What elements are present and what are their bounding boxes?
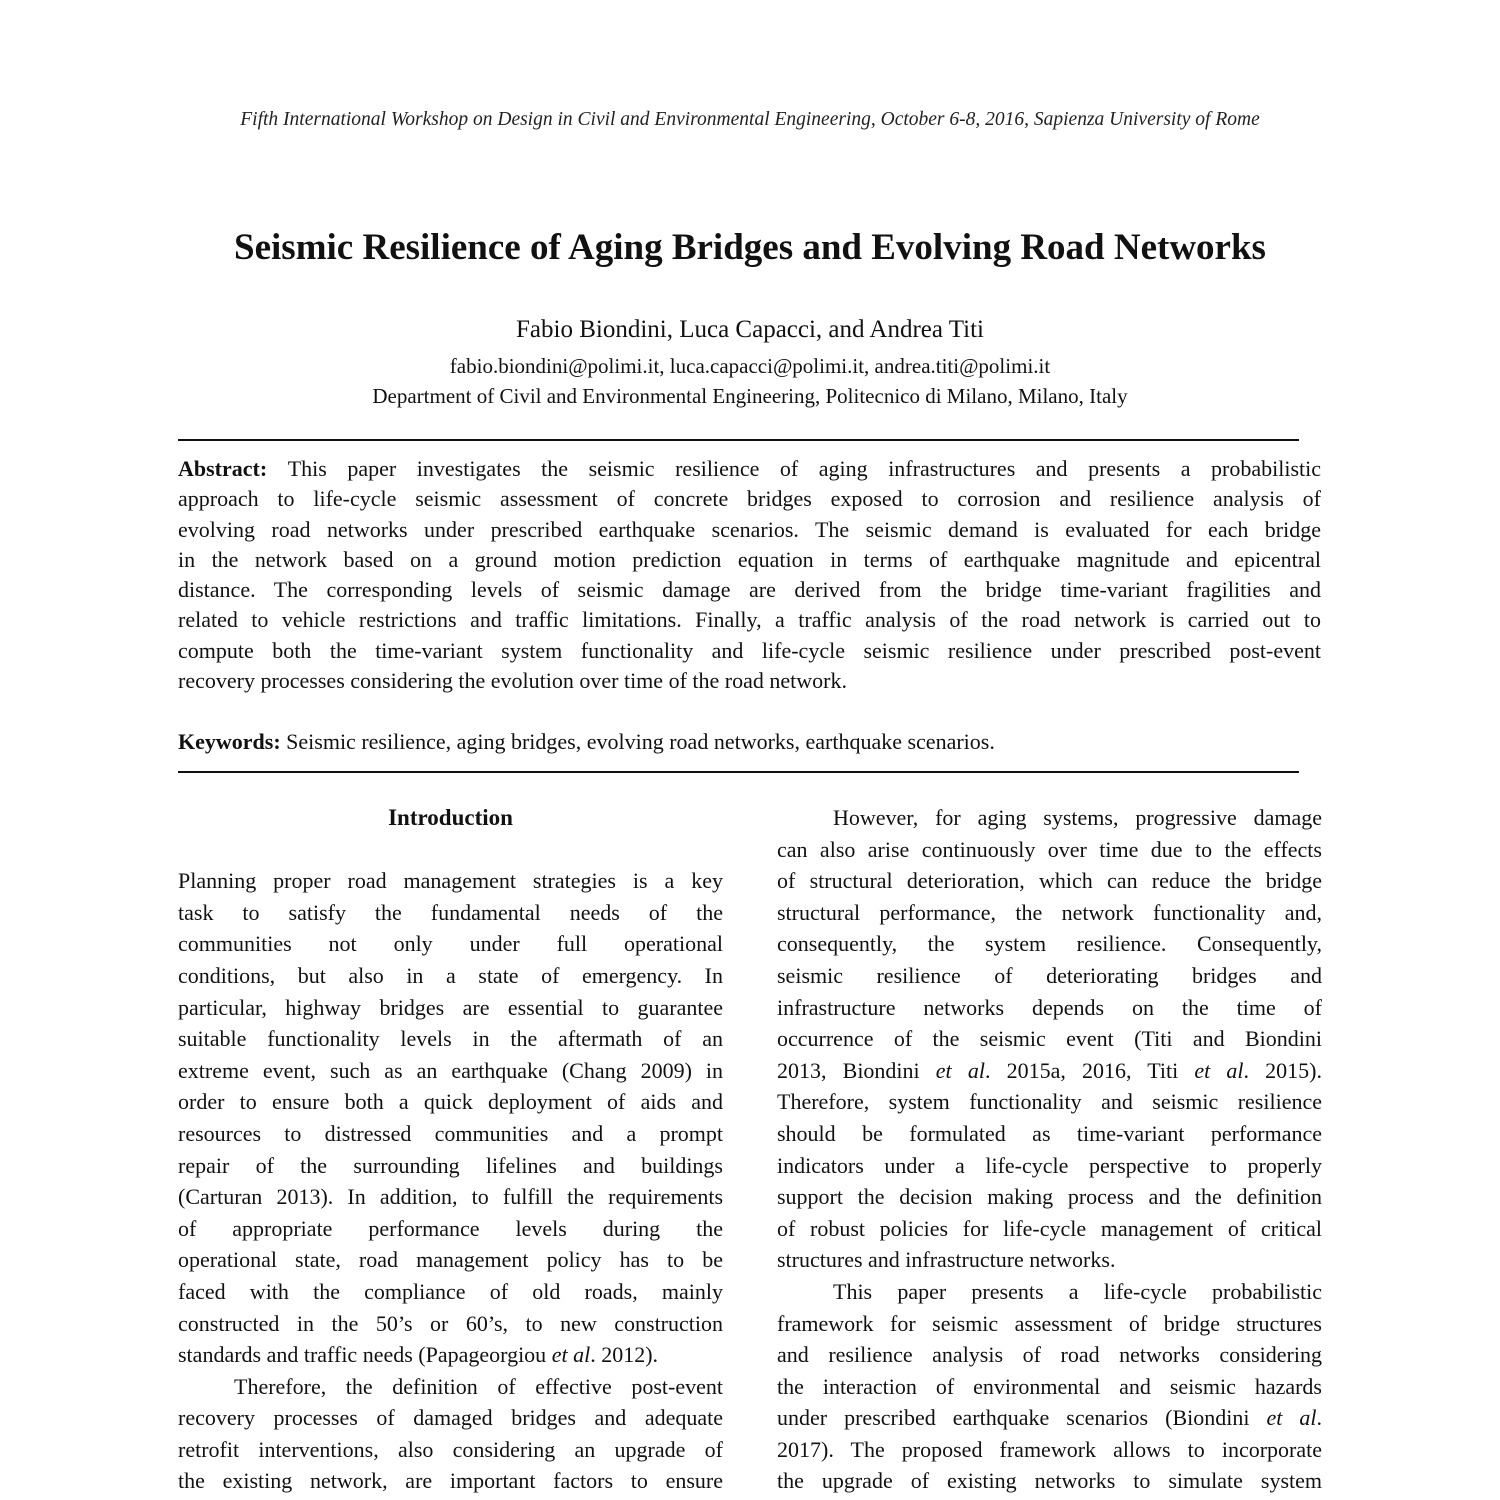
text-line: Planning proper road management strategies is a key [178, 868, 723, 894]
text-line: the interaction of environmental and seismic hazards [777, 1373, 1322, 1399]
text-line: of appropriate performance levels during the [178, 1215, 723, 1241]
text-line: consequently, the system resilience. Consequently, [777, 931, 1322, 957]
text-line: in the network based on a ground motion prediction equation in terms of earthquake magnitude and epicentral [178, 546, 1321, 572]
text-line: approach to life-cycle seismic assessment of concrete bridges exposed to corrosion and resilience analysis of [178, 486, 1321, 512]
text-line: structures and infrastructure networks. [777, 1247, 1116, 1273]
text-line: extreme event, such as an earthquake (Chang 2009) in [178, 1057, 723, 1083]
text-line: support the decision making process and the definition [777, 1184, 1322, 1210]
author-emails: fabio.biondini@polimi.it, luca.capacci@polimi.it, andrea.titi@polimi.it [449, 354, 1051, 378]
text-line: and resilience analysis of road networks considering [777, 1342, 1322, 1368]
keywords-label: Keywords: [178, 729, 281, 754]
authors: Fabio Biondini, Luca Capacci, and Andrea Titi [516, 316, 984, 343]
paper-title: Seismic Resilience of Aging Bridges and Evolving Road Networks [234, 227, 1266, 268]
text-line: of structural deterioration, which can reduce the bridge [777, 868, 1322, 894]
text-line: under prescribed earthquake scenarios (Biondini et al. [777, 1405, 1322, 1431]
text-line: This paper presents a life-cycle probabilistic [833, 1278, 1322, 1304]
text-line: distance. The corresponding levels of seismic damage are derived from the bridge time-variant fragilities and [178, 577, 1321, 603]
text-line: should be formulated as time-variant performance [777, 1120, 1322, 1146]
left-column [178, 802, 723, 1497]
text-line: compute both the time-variant system functionality and life-cycle seismic resilience under prescribed post-event [178, 637, 1321, 663]
running-header: Fifth International Workshop on Design in Civil and Environmental Engineering, October 6-8, 2016, Sapienza University of Rome [240, 109, 1260, 130]
text-line: indicators under a life-cycle perspective to properly [777, 1152, 1322, 1178]
text-line: conditions, but also in a state of emergency. In [178, 962, 723, 988]
keywords-text: Seismic resilience, aging bridges, evolving road networks, earthquake scenarios. [286, 729, 995, 754]
text-line: repair of the surrounding lifelines and buildings [178, 1152, 723, 1178]
text-line: faced with the compliance of old roads, mainly [178, 1278, 723, 1304]
abstract [178, 454, 1321, 696]
text-line: communities not only under full operational [178, 931, 723, 957]
text-line: 2017). The proposed framework allows to incorporate [777, 1436, 1322, 1462]
text-line: Therefore, the definition of effective post-event [234, 1373, 723, 1399]
text-line: recovery processes considering the evolution over time of the road network. [178, 668, 847, 694]
text-line: of robust policies for life-cycle management of critical [777, 1215, 1322, 1241]
text-line: order to ensure both a quick deployment of aids and [178, 1089, 723, 1115]
right-column [777, 802, 1322, 1497]
text-line: the upgrade of existing networks to simulate system [777, 1468, 1322, 1494]
text-line: particular, highway bridges are essential to guarantee [178, 994, 723, 1020]
text-line: suitable functionality levels in the aftermath of an [178, 1026, 723, 1052]
text-line: framework for seismic assessment of bridge structures [777, 1310, 1322, 1336]
section-heading: Introduction [388, 805, 513, 830]
text-line: structural performance, the network functionality and, [777, 899, 1322, 925]
text-line: the existing network, are important factors to ensure [178, 1468, 723, 1494]
text-line: can also arise continuously over time due to the effects [777, 836, 1322, 862]
abstract-label: Abstract: [178, 456, 288, 481]
text-line: retrofit interventions, also considering an upgrade of [178, 1436, 723, 1462]
text-line: constructed in the 50’s or 60’s, to new construction [178, 1310, 723, 1336]
text-line: infrastructure networks depends on the time of [777, 994, 1322, 1020]
text-line: recovery processes of damaged bridges and adequate [178, 1405, 723, 1431]
text-line: occurrence of the seismic event (Titi and Biondini [777, 1026, 1322, 1052]
text-line: Therefore, system functionality and seismic resilience [777, 1089, 1322, 1115]
bottom-rule [178, 771, 1299, 773]
text-line: seismic resilience of deteriorating bridges and [777, 962, 1322, 988]
text-line: operational state, road management policy has to be [178, 1247, 723, 1273]
affiliation: Department of Civil and Environmental Engineering, Politecnico di Milano, Milano, Italy [372, 384, 1128, 408]
text-line: Abstract: This paper investigates the seismic resilience of aging infrastructures and presents a probabilistic [178, 456, 1321, 481]
text-line: 2013, Biondini et al. 2015a, 2016, Titi et al. 2015). [777, 1057, 1322, 1083]
text-line: However, for aging systems, progressive damage [833, 805, 1322, 830]
text-line: resources to distressed communities and a prompt [178, 1120, 723, 1146]
text-line: (Carturan 2013). In addition, to fulfill the requirements [178, 1184, 723, 1210]
top-rule [178, 439, 1299, 441]
text-line: evolving road networks under prescribed earthquake scenarios. The seismic demand is evaluated for each bridge [178, 516, 1321, 542]
keywords [178, 727, 1321, 757]
text-line: standards and traffic needs (Papageorgiou et al. 2012). [178, 1342, 659, 1368]
text-line: related to vehicle restrictions and traffic limitations. Finally, a traffic analysis of the road network is carried out to [178, 607, 1321, 633]
text-line: task to satisfy the fundamental needs of the [178, 899, 723, 925]
